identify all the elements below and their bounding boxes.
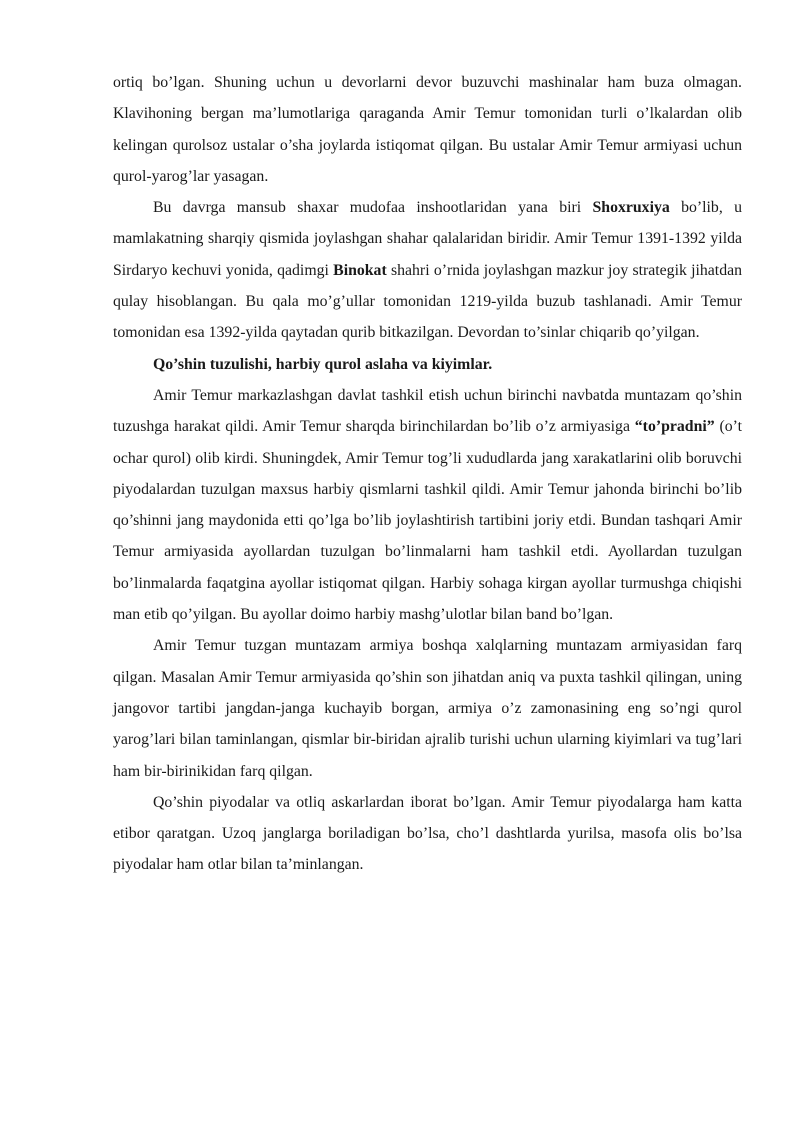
section-heading bbox=[113, 349, 742, 380]
paragraph-5 bbox=[113, 630, 742, 786]
document-page bbox=[113, 67, 742, 881]
text-span: Amir Temur markazlashgan davlat tashkil etish uchun birinchi navbatda muntazam qo’shin tuzushga harakat qildi. Amir Temur sharqda birinchilardan bo’lib o’z armiyasiga bbox=[113, 386, 742, 436]
text-span: Bu davrga mansub shaxar mudofaa inshootlaridan yana biri bbox=[153, 199, 593, 217]
text-span: ortiq bo’lgan. Shuning uchun u devorlarni devor buzuvchi mashinalar ham buza olmagan. Klavihoning bergan ma’lumotlariga qaraganda Amir Temur tomonidan turli o’lkalardan olib kelingan qurolsoz ustalar o’sha joylarda istiqomat qilgan. Bu ustalar Amir Temur armiyasi uchun qurol-yarog’lar yasagan. bbox=[113, 74, 742, 185]
heading-text: Qo’shin tuzulishi, harbiy qurol aslaha va kiyimlar. bbox=[153, 355, 493, 373]
text-span: (o’t ochar qurol) olib kirdi. Shuningdek, Amir Temur tog’li xududlarda jang xarakatlarini olib boruvchi piyodalardan tuzulgan maxsus harbiy qismlarni tashkil qildi. Amir Temur jahonda birinchi bo’lib qo’shinni jang maydonida etti qo’lga bo’lib joylashtirish tartibini joriy etdi. Bundan tashqari Amir Temur armiyasida ayollardan tuzulgan bo’linmalarni ham tashkil etdi. Ayollardan tuzulgan bo’linmalarda faqatgina ayollar istiqomat qilgan. Harbiy sohaga kirgan ayollar turmushga chiqishi man etib qo’yilgan. Bu ayollar doimo harbiy mashg’ulotlar bilan band bo’lgan. bbox=[113, 418, 742, 624]
paragraph-2 bbox=[113, 192, 742, 348]
bold-term-binokat: Binokat bbox=[333, 261, 387, 279]
paragraph-6 bbox=[113, 787, 742, 881]
bold-term-topradni: “to’pradni” bbox=[634, 418, 715, 436]
paragraph-1 bbox=[113, 67, 742, 192]
text-span: bo’lib, u mamlakatning sharqiy qismida joylashgan shahar qalalaridan biridir. Amir Temur 1391-1392 yilda Sirdaryo kechuvi yonida, qadimgi bbox=[113, 199, 742, 279]
bold-term-shoxruxiya: Shoxruxiya bbox=[592, 199, 670, 217]
text-span: Qo’shin piyodalar va otliq askarlardan iborat bo’lgan. Amir Temur piyodalarga ham katta etibor qaratgan. Uzoq janglarga boriladigan bo’lsa, cho’l dashtlarda yurilsa, masofa olis bo’lsa piyodalar ham otlar bilan ta’minlangan. bbox=[113, 793, 742, 874]
text-span: shahri o’rnida joylashgan mazkur joy strategik jihatdan qulay hisoblangan. Bu qala mo’g’ullar tomonidan 1219-yilda buzub tashlanadi. Amir Temur tomonidan esa 1392-yilda qaytadan qurib bitkazilgan. Devordan to’sinlar chiqarib qo’yilgan. bbox=[113, 261, 743, 342]
text-span: Amir Temur tuzgan muntazam armiya boshqa xalqlarning muntazam armiyasidan farq qilgan. Masalan Amir Temur armiyasida qo’shin son jihatdan aniq va puxta tashkil qilingan, uning jangovor tartibi jangdan-janga kuchayib borgan, armiya o’z zamonasining eng so’ngi qurol yarog’lari bilan taminlangan, qismlar bir-biridan ajralib turishi uchun ularning kiyimlari va tug’lari ham bir-birinikidan farq qilgan. bbox=[113, 637, 742, 780]
paragraph-4 bbox=[113, 380, 742, 630]
